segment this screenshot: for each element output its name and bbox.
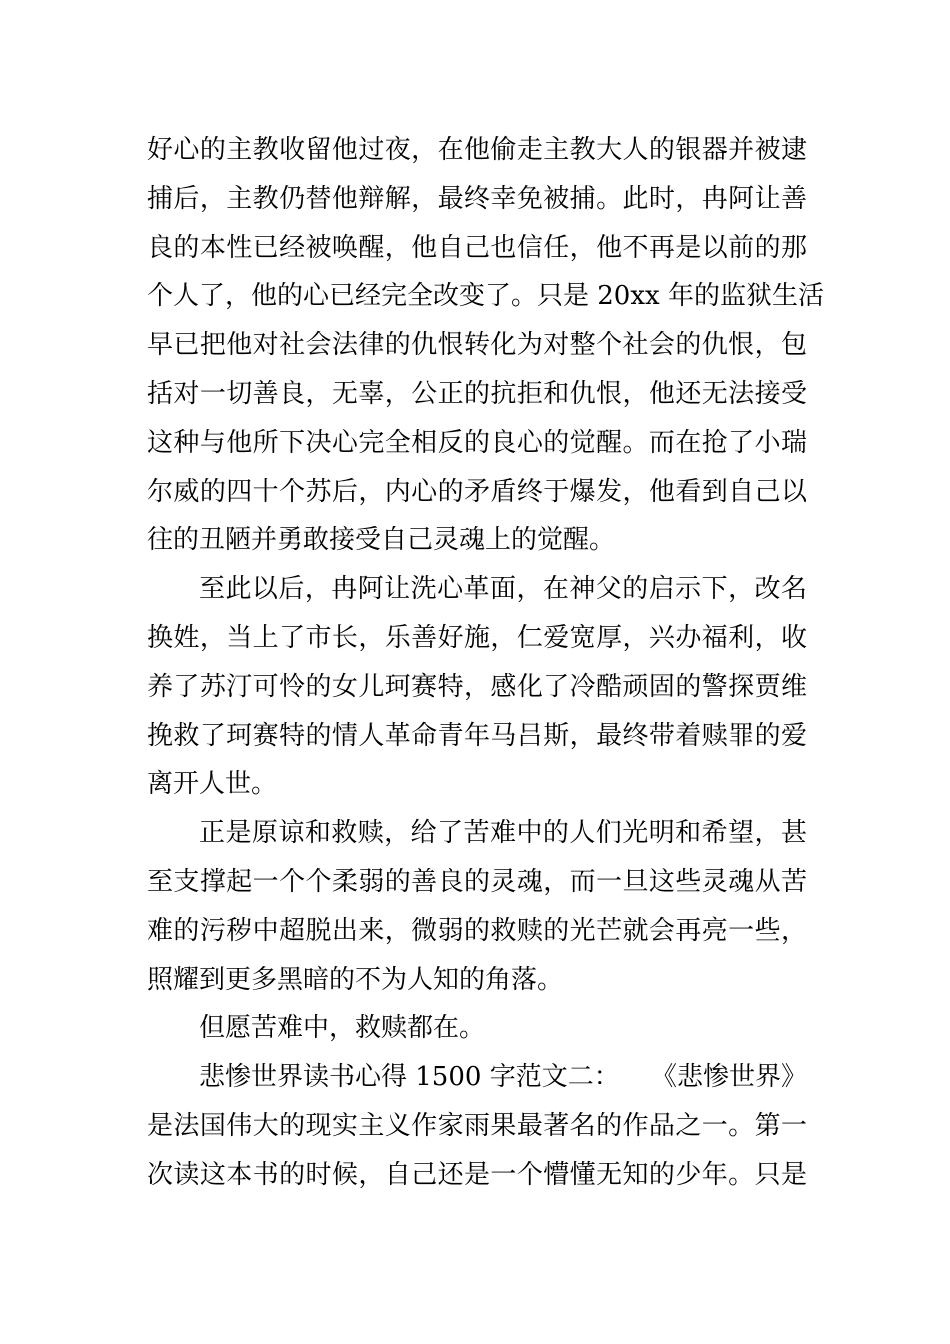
text-line: 好心的主教收留他过夜，在他偷走主教大人的银器并被逮 (147, 135, 807, 165)
text-line: 至支撑起一个个柔弱的善良的灵魂，而一旦这些灵魂从苦 (147, 866, 807, 897)
text-line: 照耀到更多黑暗的不为人知的角落。 (147, 964, 564, 995)
text-line: 难的污秽中超脱出来，微弱的救赎的光芒就会再亮一些， (147, 915, 807, 946)
text-line: 往的丑陋并勇敢接受自己灵魂上的觉醒。 (147, 525, 616, 556)
section-heading: 悲惨世界读书心得 1500 字范文二： (199, 1062, 620, 1093)
document-body (147, 126, 824, 1200)
text-line: 挽救了珂赛特的情人革命青年马吕斯，最终带着赎罪的爱 (147, 720, 807, 751)
text-line: 捕后，主教仍替他辩解，最终幸免被捕。此时，冉阿让善 (147, 183, 807, 214)
text-line: 尔威的四十个苏后，内心的矛盾终于爆发，他看到自己以 (147, 476, 807, 507)
text-line: 这种与他所下决心完全相反的良心的觉醒。而在抢了小瑞 (147, 427, 807, 458)
text-line: 是法国伟大的现实主义作家雨果最著名的作品之一。第一 (147, 1110, 807, 1141)
text-line: 养了苏汀可怜的女儿珂赛特，感化了冷酷顽固的警探贾维 (147, 671, 807, 702)
text-line: 换姓，当上了市长，乐善好施，仁爱宽厚，兴办福利，收 (147, 622, 807, 653)
text-line: 个人了，他的心已经完全改变了。只是 20xx 年的监狱生活 (147, 281, 824, 312)
book-title: 《悲惨世界》 (650, 1062, 807, 1093)
text-line: 至此以后，冉阿让洗心革面，在神父的启示下，改名 (199, 574, 807, 605)
text-line: 良的本性已经被唤醒，他自己也信任，他不再是以前的那 (147, 232, 807, 263)
section-heading-line (147, 1053, 807, 1102)
text-line: 括对一切善良，无辜，公正的抗拒和仇恨，他还无法接受 (147, 378, 807, 409)
text-line: 次读这本书的时候，自己还是一个懵懂无知的少年。只是 (147, 1159, 807, 1190)
text-line: 正是原谅和救赎，给了苦难中的人们光明和希望，甚 (199, 818, 807, 849)
text-line: 但愿苦难中，救赎都在。 (199, 1013, 486, 1044)
text-line: 离开人世。 (147, 769, 278, 800)
text-line: 早已把他对社会法律的仇恨转化为对整个社会的仇恨，包 (147, 330, 807, 361)
